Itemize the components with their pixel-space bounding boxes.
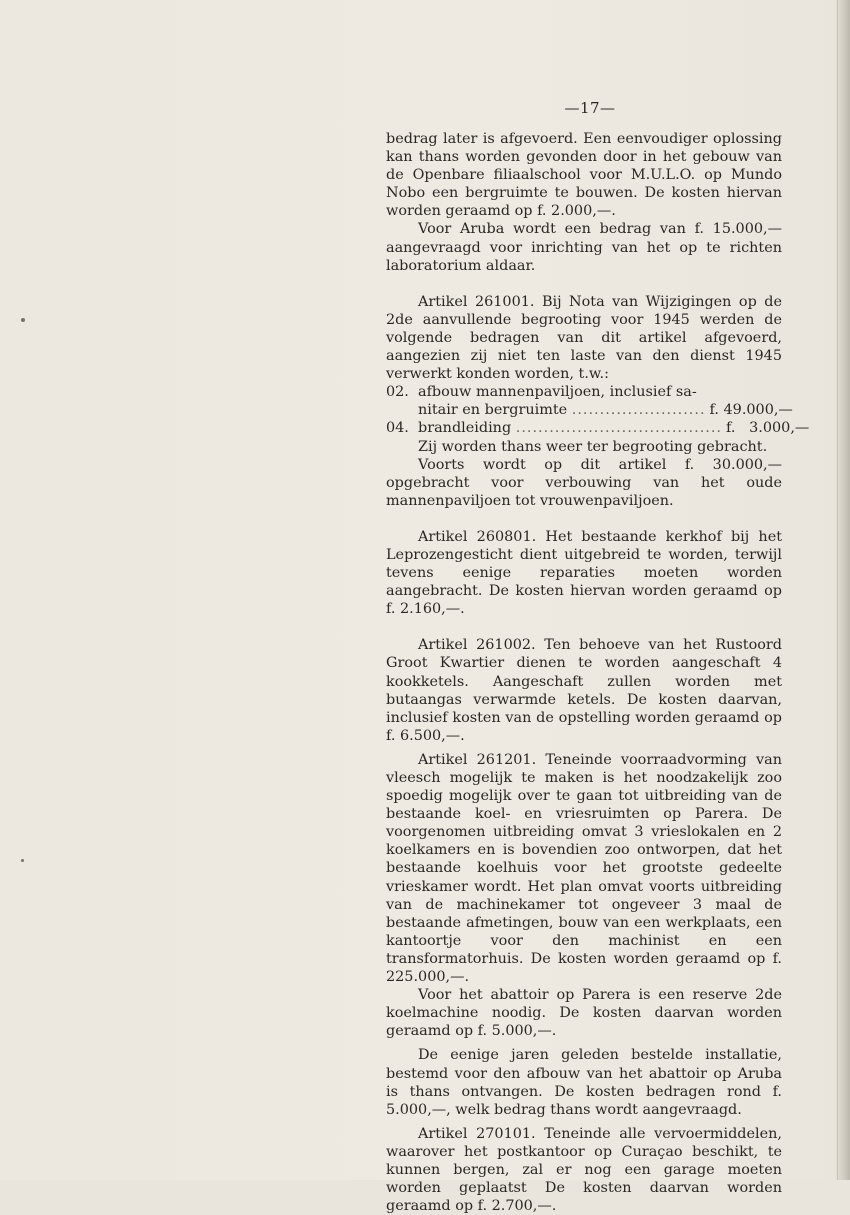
item-description: afbouw mannenpaviljoen, inclusief sa- bbox=[418, 384, 697, 401]
leader-dots: ........................ bbox=[571, 402, 706, 419]
page-edge-line bbox=[837, 0, 838, 1180]
paragraph: De eenige jaren geleden bestelde installatie, bestemd voor den afbouw van het abattoir op Aruba is thans ontvangen. De kosten bedragen rond f. 5.000,—, welk bedrag thans wordt aangevraagd. bbox=[386, 1047, 782, 1118]
leader-dots: ..................................... bbox=[515, 420, 723, 437]
item-number: 04. bbox=[386, 420, 409, 437]
item-amount: f. 49.000,— bbox=[709, 402, 793, 419]
item-description: nitair en bergruimte bbox=[418, 402, 568, 419]
paragraph: Voor Aruba wordt een bedrag van f. 15.000,— aangevraagd voor inrichting van het op te richten laboratorium aldaar. bbox=[386, 221, 782, 274]
item-amount: f. 3.000,— bbox=[726, 420, 810, 437]
punch-mark bbox=[21, 318, 25, 322]
punch-mark bbox=[21, 859, 24, 862]
paragraph-artikel-261001: Artikel 261001. Bij Nota van Wijzigingen op de 2de aanvullende begrooting voor 1945 werden de volgende bedragen van dit artikel afgevoerd, aangezien zij niet ten laste van den dienst 1945 verwerkt konden worden, t.w.: bbox=[386, 293, 782, 383]
item-number: 02. bbox=[386, 384, 409, 401]
paragraph-artikel-270101: Artikel 270101. Teneinde alle vervoermiddelen, waarover het postkantoor op Curaçao beschikt, te kunnen bergen, zal er nog een garage moeten worden geplaatst De kosten daarvan worden geraamd op f. 2.700,—. bbox=[386, 1125, 782, 1215]
paragraph: Zij worden thans weer ter begrooting gebracht. bbox=[418, 438, 768, 455]
paragraph-artikel-260801: Artikel 260801. Het bestaande kerkhof bij het Leprozengesticht dient uitgebreid te worden, terwijl tevens eenige reparaties moeten worden aangebracht. De kosten hiervan worden geraamd op f. 2.160,—. bbox=[386, 528, 782, 618]
page-number: —17— bbox=[564, 99, 616, 117]
page-edge-shadow bbox=[836, 0, 850, 1180]
paragraph-artikel-261201: Artikel 261201. Teneinde voorraadvorming van vleesch mogelijk te maken is het noodzakelijk zoo spoedig mogelijk over te gaan tot uitbreiding van de bestaande koel- en vriesruimten op Parera. De voorgenomen uitbreiding omvat 3 vrieslokalen en 2 koelkamers en is bovendien zoo ontworpen, dat het bestaande koelhuis voor het grootste gedeelte vrieskamer wordt. Het plan omvat voorts uitbreiding van de machinekamer tot ongeveer 3 maal de bestaande afmetingen, bouw van een werkplaats, een kantoortje voor den machinist en een transformatorhuis. De kosten worden geraamd op f. 225.000,—. bbox=[386, 751, 782, 986]
paragraph: Voorts wordt op dit artikel f. 30.000,— opgebracht voor verbouwing van het oude mannenpaviljoen tot vrouwenpaviljoen. bbox=[386, 456, 782, 509]
list-item-continuation bbox=[386, 401, 793, 419]
list-item bbox=[386, 383, 782, 401]
item-description: brandleiding bbox=[418, 420, 512, 437]
body-text bbox=[386, 130, 810, 1215]
paragraph-artikel-261002: Artikel 261002. Ten behoeve van het Rustoord Groot Kwartier dienen te worden aangeschaft 4 kookketels. Aangeschaft zullen worden met butaangas verwarmde ketels. De kosten daarvan, inclusief kosten van de opstelling worden geraamd op f. 6.500,—. bbox=[386, 637, 782, 744]
paragraph: Voor het abattoir op Parera is een reserve 2de koelmachine noodig. De kosten daarvan worden geraamd op f. 5.000,—. bbox=[386, 987, 782, 1040]
item-list bbox=[386, 383, 810, 437]
paragraph: bedrag later is afgevoerd. Een eenvoudiger oplossing kan thans worden gevonden door in het gebouw van de Openbare filiaalschool voor M.U.L.O. op Mundo Nobo een bergruimte te bouwen. De kosten hiervan worden geraamd op f. 2.000,—. bbox=[386, 131, 782, 220]
list-item bbox=[386, 419, 810, 437]
